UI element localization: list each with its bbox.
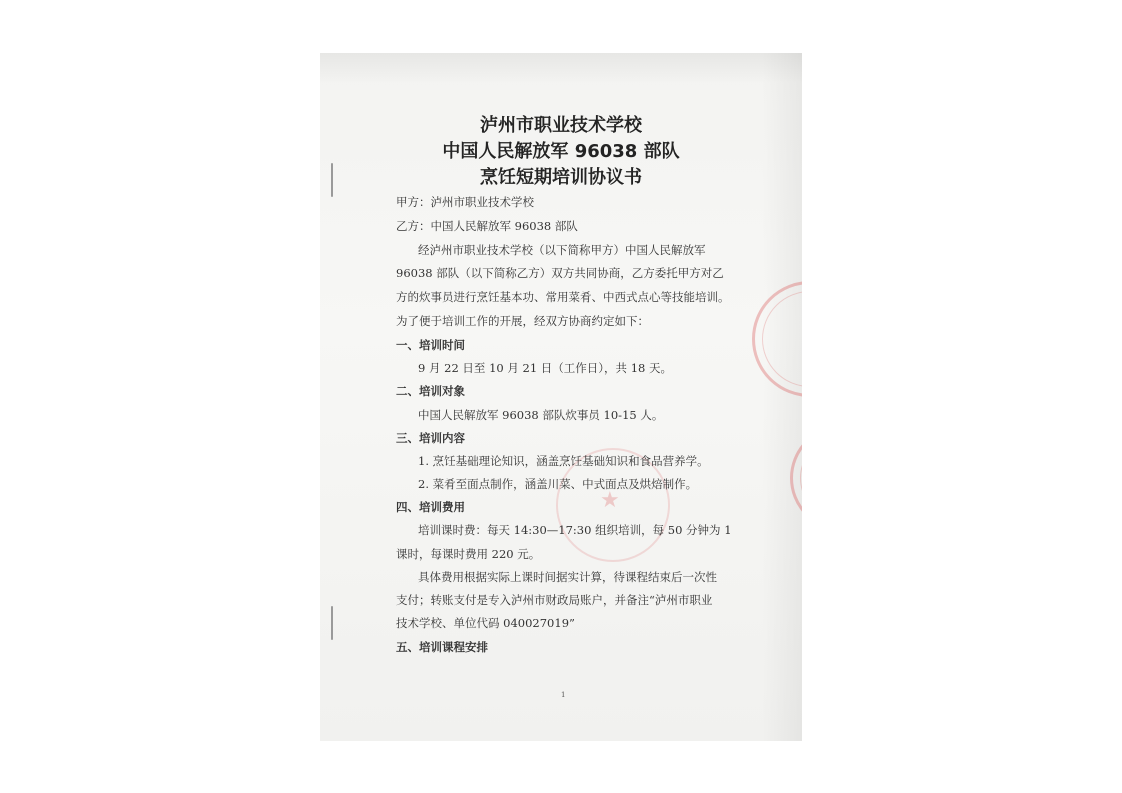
intro-line: 为了便于培训工作的开展，经双方协商约定如下： <box>396 314 649 328</box>
section-text: 支付；转账支付是专入泸州市财政局账户，并备注“泸州市职业 <box>396 593 713 607</box>
binding-staple <box>331 606 333 640</box>
section-heading: 一、培训时间 <box>396 338 465 352</box>
intro-line: 方的炊事员进行烹饪基本功、常用菜肴、中西式点心等技能培训。 <box>396 290 730 304</box>
section-text: 培训课时费：每天 14:30—17:30 组织培训，每 50 分钟为 1 <box>418 523 732 537</box>
section-heading: 五、培训课程安排 <box>396 640 488 654</box>
section-text: 9 月 22 日至 10 月 21 日（工作日），共 18 天。 <box>418 361 672 375</box>
page-number: 1 <box>561 691 566 699</box>
intro-line: 经泸州市职业技术学校（以下简称甲方）中国人民解放军 <box>418 243 706 257</box>
section-heading: 三、培训内容 <box>396 431 465 445</box>
section-text: 课时，每课时费用 220 元。 <box>396 547 541 561</box>
party-a: 甲方：泸州市职业技术学校 <box>396 195 534 209</box>
section-text: 技术学校、单位代码 040027019” <box>396 616 575 630</box>
section-text: 2. 菜肴至面点制作，涵盖川菜、中式面点及烘焙制作。 <box>418 477 698 491</box>
intro-line: 96038 部队（以下简称乙方）双方共同协商，乙方委托甲方对乙 <box>396 266 724 280</box>
document-title-line: 中国人民解放军 96038 部队 <box>442 141 680 162</box>
section-text: 中国人民解放军 96038 部队炊事员 10-15 人。 <box>418 408 664 422</box>
star-icon: ★ <box>600 488 620 513</box>
page-shadow <box>320 53 802 83</box>
document-title-line: 泸州市职业技术学校 <box>480 115 642 136</box>
section-heading: 四、培训费用 <box>396 500 465 514</box>
section-text: 具体费用根据实际上课时间据实计算，待课程结束后一次性 <box>418 570 717 584</box>
document-page <box>320 53 802 741</box>
document-title-line: 烹饪短期培训协议书 <box>480 167 642 188</box>
party-b: 乙方：中国人民解放军 96038 部队 <box>396 219 578 233</box>
section-text: 1. 烹饪基础理论知识，涵盖烹饪基础知识和食品营养学。 <box>418 454 709 468</box>
section-heading: 二、培训对象 <box>396 384 465 398</box>
official-seal-stamp <box>752 281 802 397</box>
